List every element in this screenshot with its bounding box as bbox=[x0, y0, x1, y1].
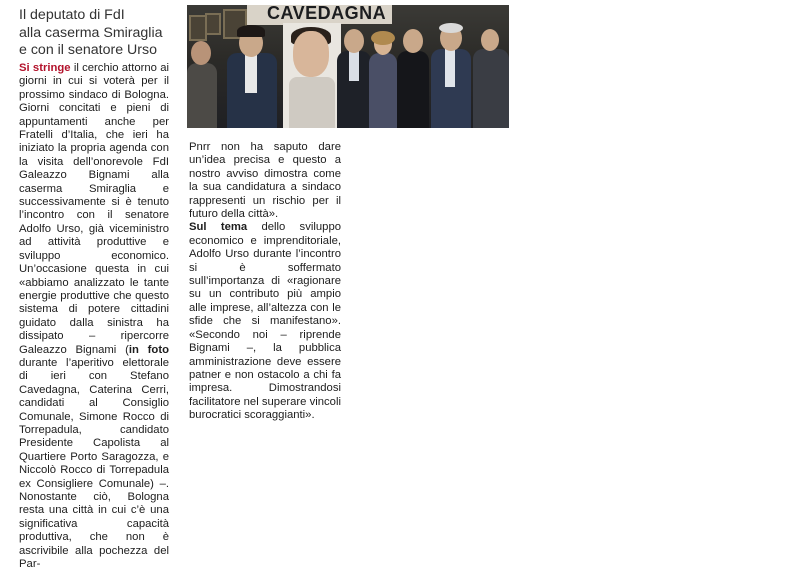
paragraph bbox=[189, 221, 341, 422]
body-text: dello sviluppo economico e imprenditoriale, Adolfo Urso durante l’incontro si è soffermato sull’importanza di «ragionare su un contributo più ampio alle imprese, all’altezza con le sfide che si manifestano». «Secondo noi – riprende Bignami –, la pubblica amministrazione deve essere patner e non ostacolo a chi fa impresa. Dimostrandosi facilitatore nel superare vincoli burocratici scoraggianti». bbox=[189, 221, 342, 422]
article-headline bbox=[19, 7, 179, 60]
headline-line-3: e con il senatore Urso bbox=[19, 42, 158, 58]
paragraph bbox=[19, 62, 169, 571]
headline-line-2: alla caserma Smiraglia bbox=[19, 24, 163, 41]
photo-reference: in foto bbox=[128, 343, 169, 356]
banner-text: CAVEDAGNA bbox=[261, 5, 392, 24]
wall-frame bbox=[205, 13, 221, 35]
headline-line-1: Il deputato di FdI bbox=[19, 7, 125, 23]
campaign-poster bbox=[283, 23, 341, 128]
article-column-right bbox=[189, 141, 341, 423]
body-text: il cerchio attorno ai giorni in cui si voterà per il prossimo sindaco di Bologna. Giorni concitati e pieni di appuntamenti anche per Fratelli d’Italia, che ieri ha iniziato la propria agenda con la visita dell’onorevole FdI Galeazzo Bignami alla caserma Smiraglia e successivamente si è tenuto l’incontro con il senatore Adolfo Urso, già viceministro ad attività produttive e sviluppo economico. Un’occasione questa in cui «abbiamo analizzato le tante energie produttive che questo sistema di potere cittadini guidato dalla sinistra ha dissipato – ripercorre Galeazzo Bignami ( bbox=[19, 62, 169, 356]
article-photo bbox=[187, 5, 509, 128]
lead-in: Sul tema bbox=[189, 221, 248, 234]
body-text: durante l’aperitivo elettorale di ieri con Stefano Cavedagna, Caterina Cerri, candidati al Consiglio Comunale, Simone Rocco di Torrepadula, candidato Presidente Capolista al Quartiere Porto Saragozza, e Niccolò Rocco di Torrepadula ex Consigliere Comunale) –. Nonostante ciò, Bologna resta una città in cui c’è una significativa capacità produttiva, che non è ascrivibile alla pochezza del Par- bbox=[19, 356, 169, 571]
paragraph: Pnrr non ha saputo dare un’idea precisa e questo a nostro avviso dimostra come la sua candidatura a sindaco rappresenti un rischio per il futuro della città». bbox=[189, 141, 341, 221]
article-column-left bbox=[19, 62, 169, 571]
lead-in: Si stringe bbox=[19, 62, 71, 74]
